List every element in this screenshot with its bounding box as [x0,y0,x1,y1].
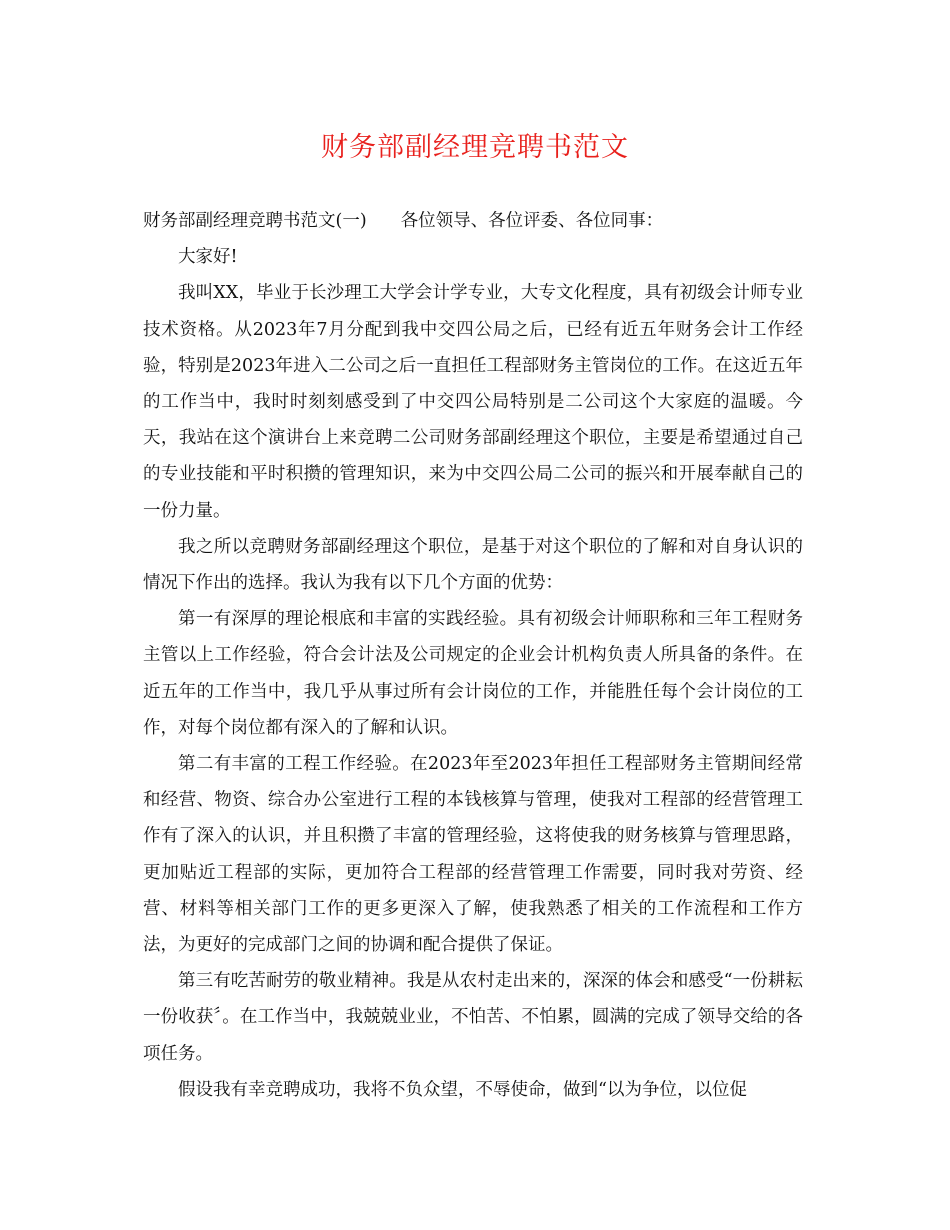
document-body [143,203,803,1108]
paragraph-advantage-one: 第一有深厚的理论根底和丰富的实践经验。具有初级会计师职称和三年工程财务主管以上工作经验，符合会计法及公司规定的企业会计机构负责人所具备的条件。在近五年的工作当中，我几乎从事过所有会计岗位的工作，并能胜任每个会计岗位的工作，对每个岗位都有深入的了解和认识。 [143,609,803,738]
paragraph-introduction: 我叫XX，毕业于长沙理工大学会计学专业，大专文化程度，具有初级会计师专业技术资格。从2023年7月分配到我中交四公局之后，已经有近五年财务会计工作经验，特别是2023年进入二公司之后一直担任工程部财务主管岗位的工作。在这近五年的工作当中，我时时刻刻感受到了中交四公局特别是二公司这个大家庭的温暖。今天，我站在这个演讲台上来竞聘二公司财务部副经理这个职位，主要是希望通过自己的专业技能和平时积攒的管理知识，来为中交四公局二公司的振兴和开展奉献自己的一份力量。 [143,283,803,521]
paragraph-advantage-three: 第三有吃苦耐劳的敬业精神。我是从农村走出来的，深深的体会和感受“一份耕耘一份收获〞。在工作当中，我兢兢业业，不怕苦、不怕累，圆满的完成了领导交给的各项任务。 [143,971,803,1064]
salutation-line [143,203,803,239]
section-heading: 财务部副经理竞聘书范文(一) [143,211,367,231]
salutation: 各位领导、各位评委、各位同事： [400,211,664,231]
paragraph-reason: 我之所以竞聘财务部副经理这个职位，是基于对这个职位的了解和对自身认识的情况下作出的选择。我认为我有以下几个方面的优势： [143,536,803,594]
paragraph-advantage-two: 第二有丰富的工程工作经验。在2023年至2023年担任工程部财务主管期间经常和经营、物资、综合办公室进行工程的本钱核算与管理，使我对工程部的经营管理工作有了深入的认识，并且积攒了丰富的管理经验，这将使我的财务核算与管理思路，更加贴近工程部的实际，更加符合工程部的经营管理工作需要，同时我对劳资、经营、材料等相关部门工作的更多更深入了解，使我熟悉了相关的工作流程和工作方法，为更好的完成部门之间的协调和配合提供了保证。 [143,754,803,956]
paragraph-commitment: 假设我有幸竞聘成功，我将不负众望，不辱使命，做到“以为争位，以位促 [178,1079,747,1100]
paragraph-greeting: 大家好! [178,247,238,268]
document-title: 财务部副经理竞聘书范文 [321,132,629,163]
